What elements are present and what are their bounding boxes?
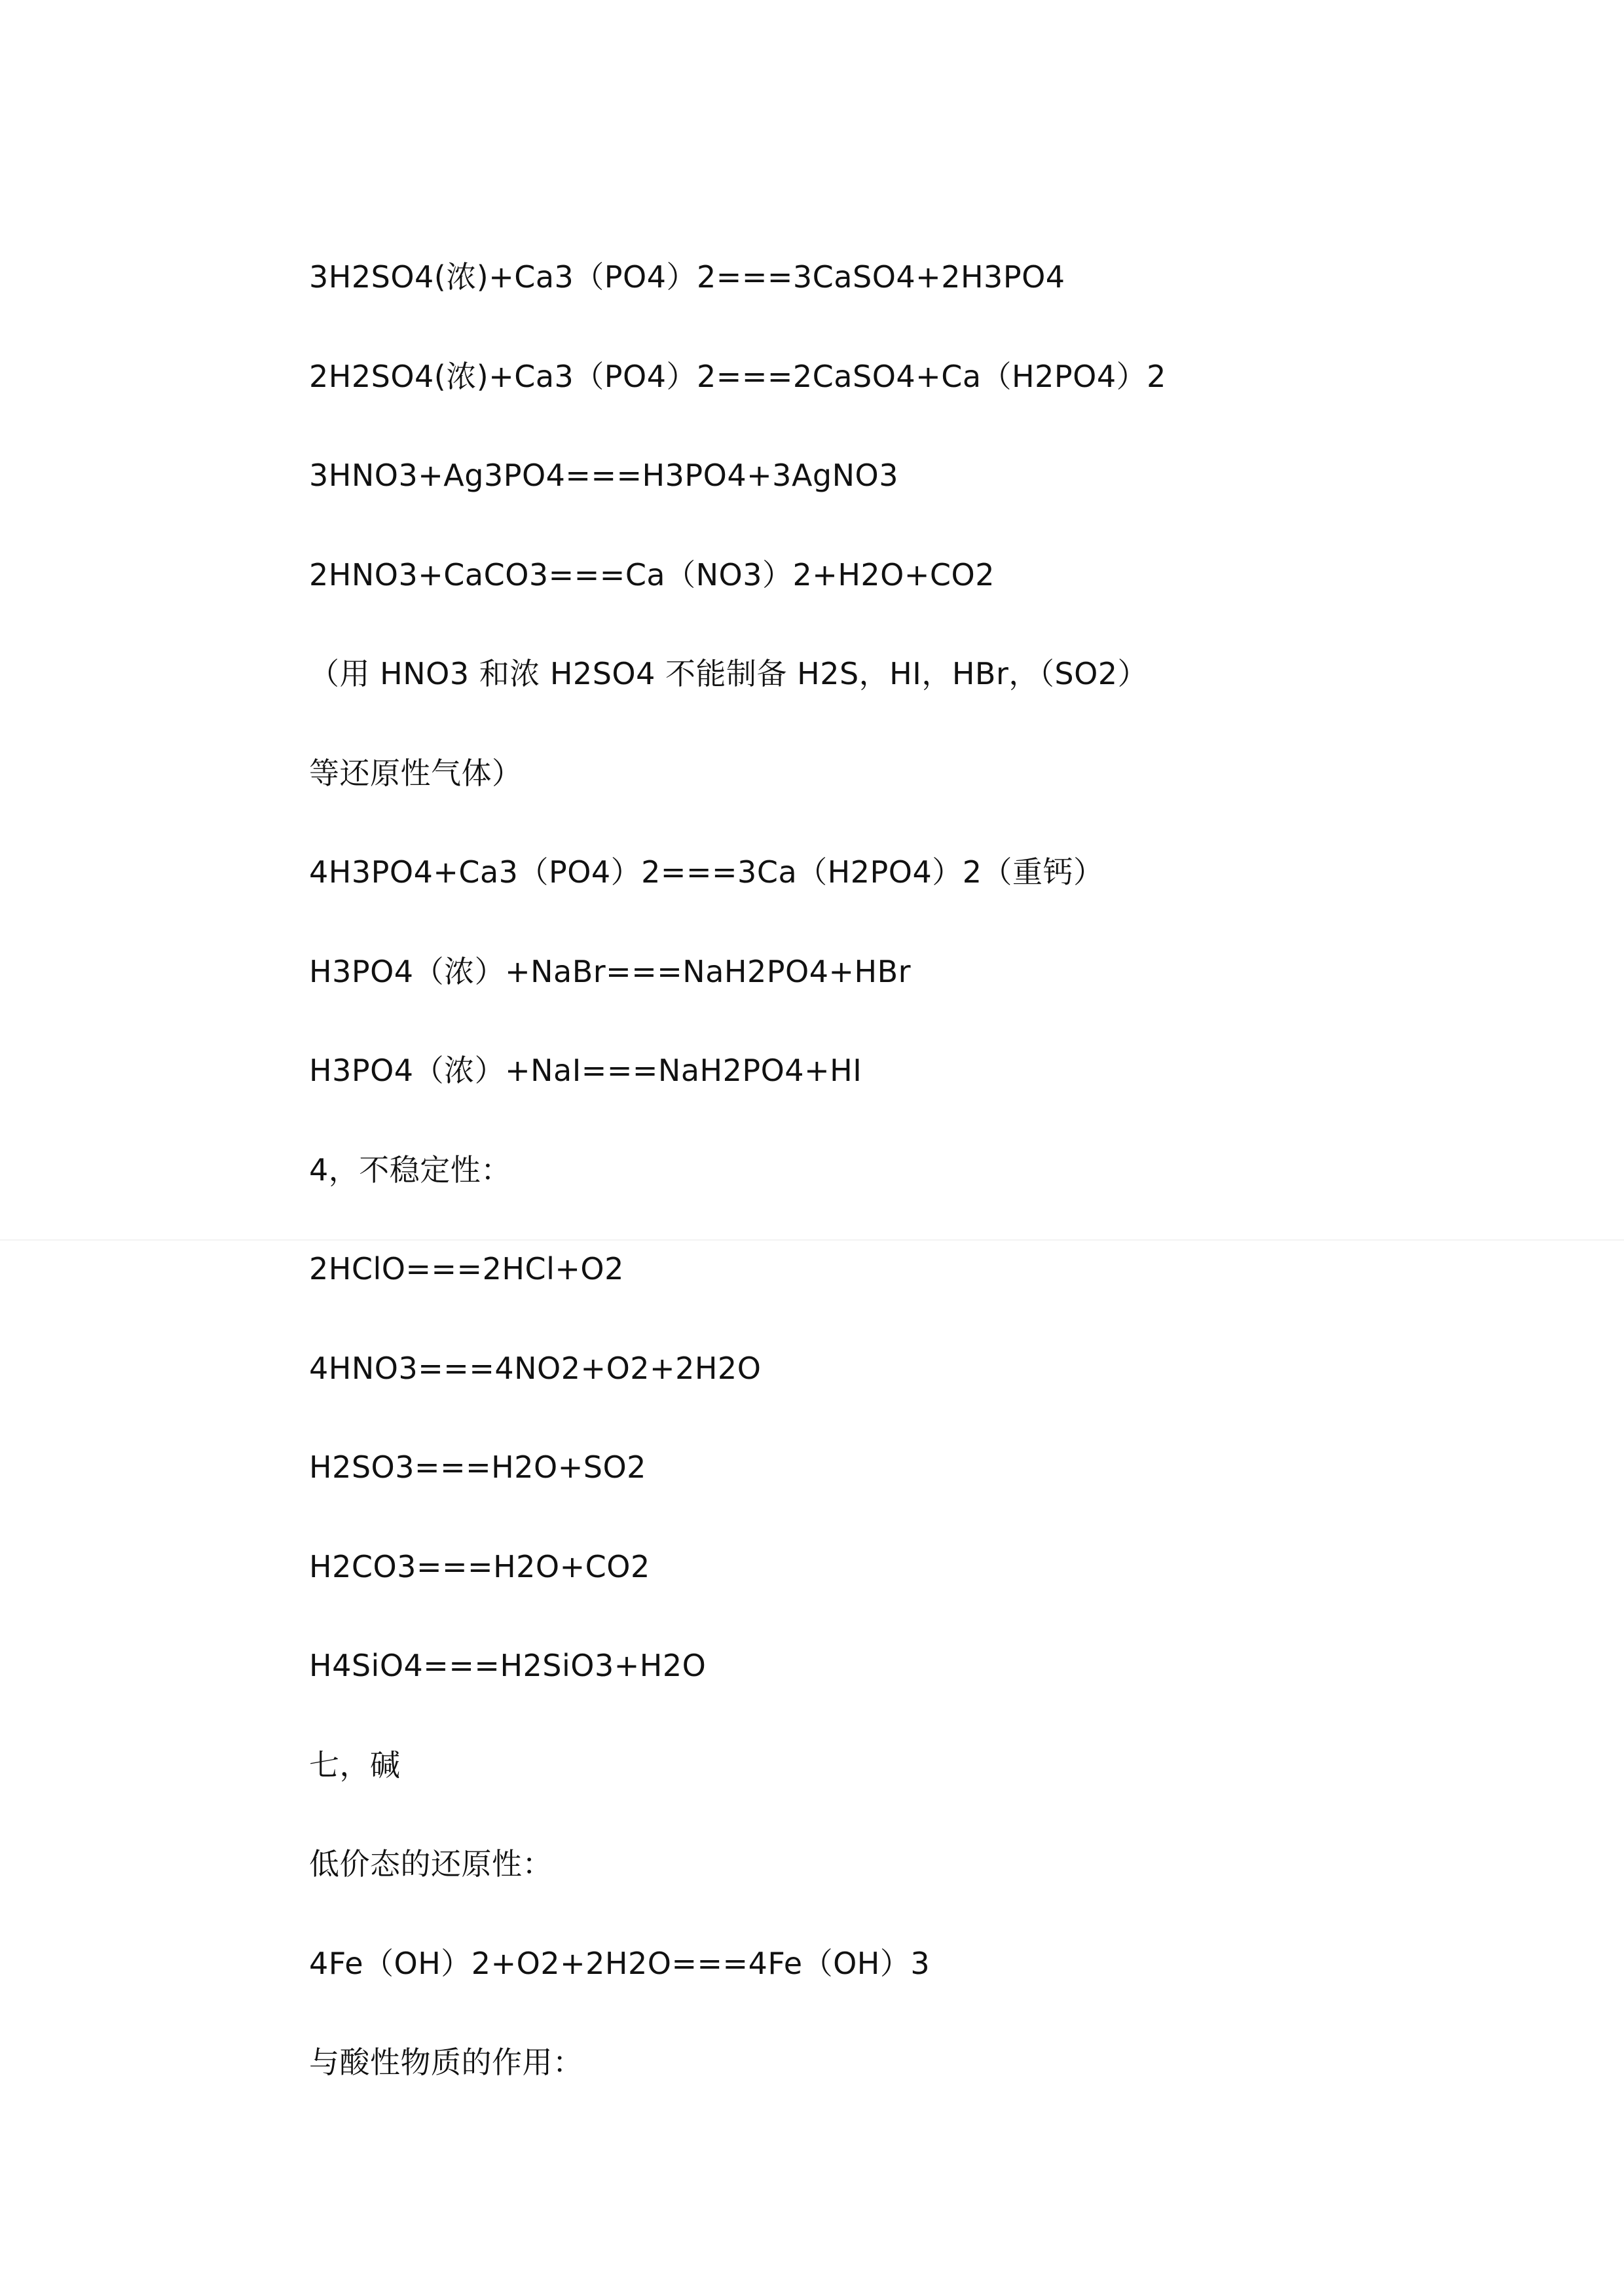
equation-line: H3PO4（浓）+NaBr===NaH2PO4+HBr	[309, 953, 912, 989]
section-heading: 4，不稳定性：	[309, 1152, 511, 1188]
equation-line: 2H2SO4(浓)+Ca3（PO4）2===2CaSO4+Ca（H2PO4）2	[309, 358, 1166, 394]
equation-line: H3PO4（浓）+NaI===NaH2PO4+HI	[309, 1053, 862, 1088]
equation-line: 4Fe（OH）2+O2+2H2O===4Fe（OH）3	[309, 1945, 931, 1981]
equation-line: H4SiO4===H2SiO3+H2O	[309, 1648, 707, 1683]
equation-line: 4H3PO4+Ca3（PO4）2===3Ca（H2PO4）2（重钙）	[309, 854, 1104, 890]
equation-line: 3HNO3+Ag3PO4===H3PO4+3AgNO3	[309, 458, 898, 493]
equation-line: 2HClO===2HCl+O2	[309, 1251, 624, 1286]
note-line: 等还原性气体）	[309, 755, 523, 791]
document-body	[309, 241, 1357, 2126]
section-heading: 七，碱	[309, 1747, 401, 1783]
subsection-heading: 低价态的还原性：	[309, 1846, 553, 1882]
note-line: （用 HNO3 和浓 H2SO4 不能制备 H2S，HI，HBr，（SO2）	[309, 656, 1149, 691]
equation-line: 2HNO3+CaCO3===Ca（NO3）2+H2O+CO2	[309, 556, 995, 592]
equation-line: H2SO3===H2O+SO2	[309, 1449, 646, 1485]
equation-line: 3H2SO4(浓)+Ca3（PO4）2===3CaSO4+2H3PO4	[309, 259, 1065, 295]
subsection-heading: 与酸性物质的作用：	[309, 2045, 583, 2080]
equation-line: 4HNO3===4NO2+O2+2H2O	[309, 1350, 762, 1386]
equation-line: H2CO3===H2O+CO2	[309, 1548, 650, 1584]
